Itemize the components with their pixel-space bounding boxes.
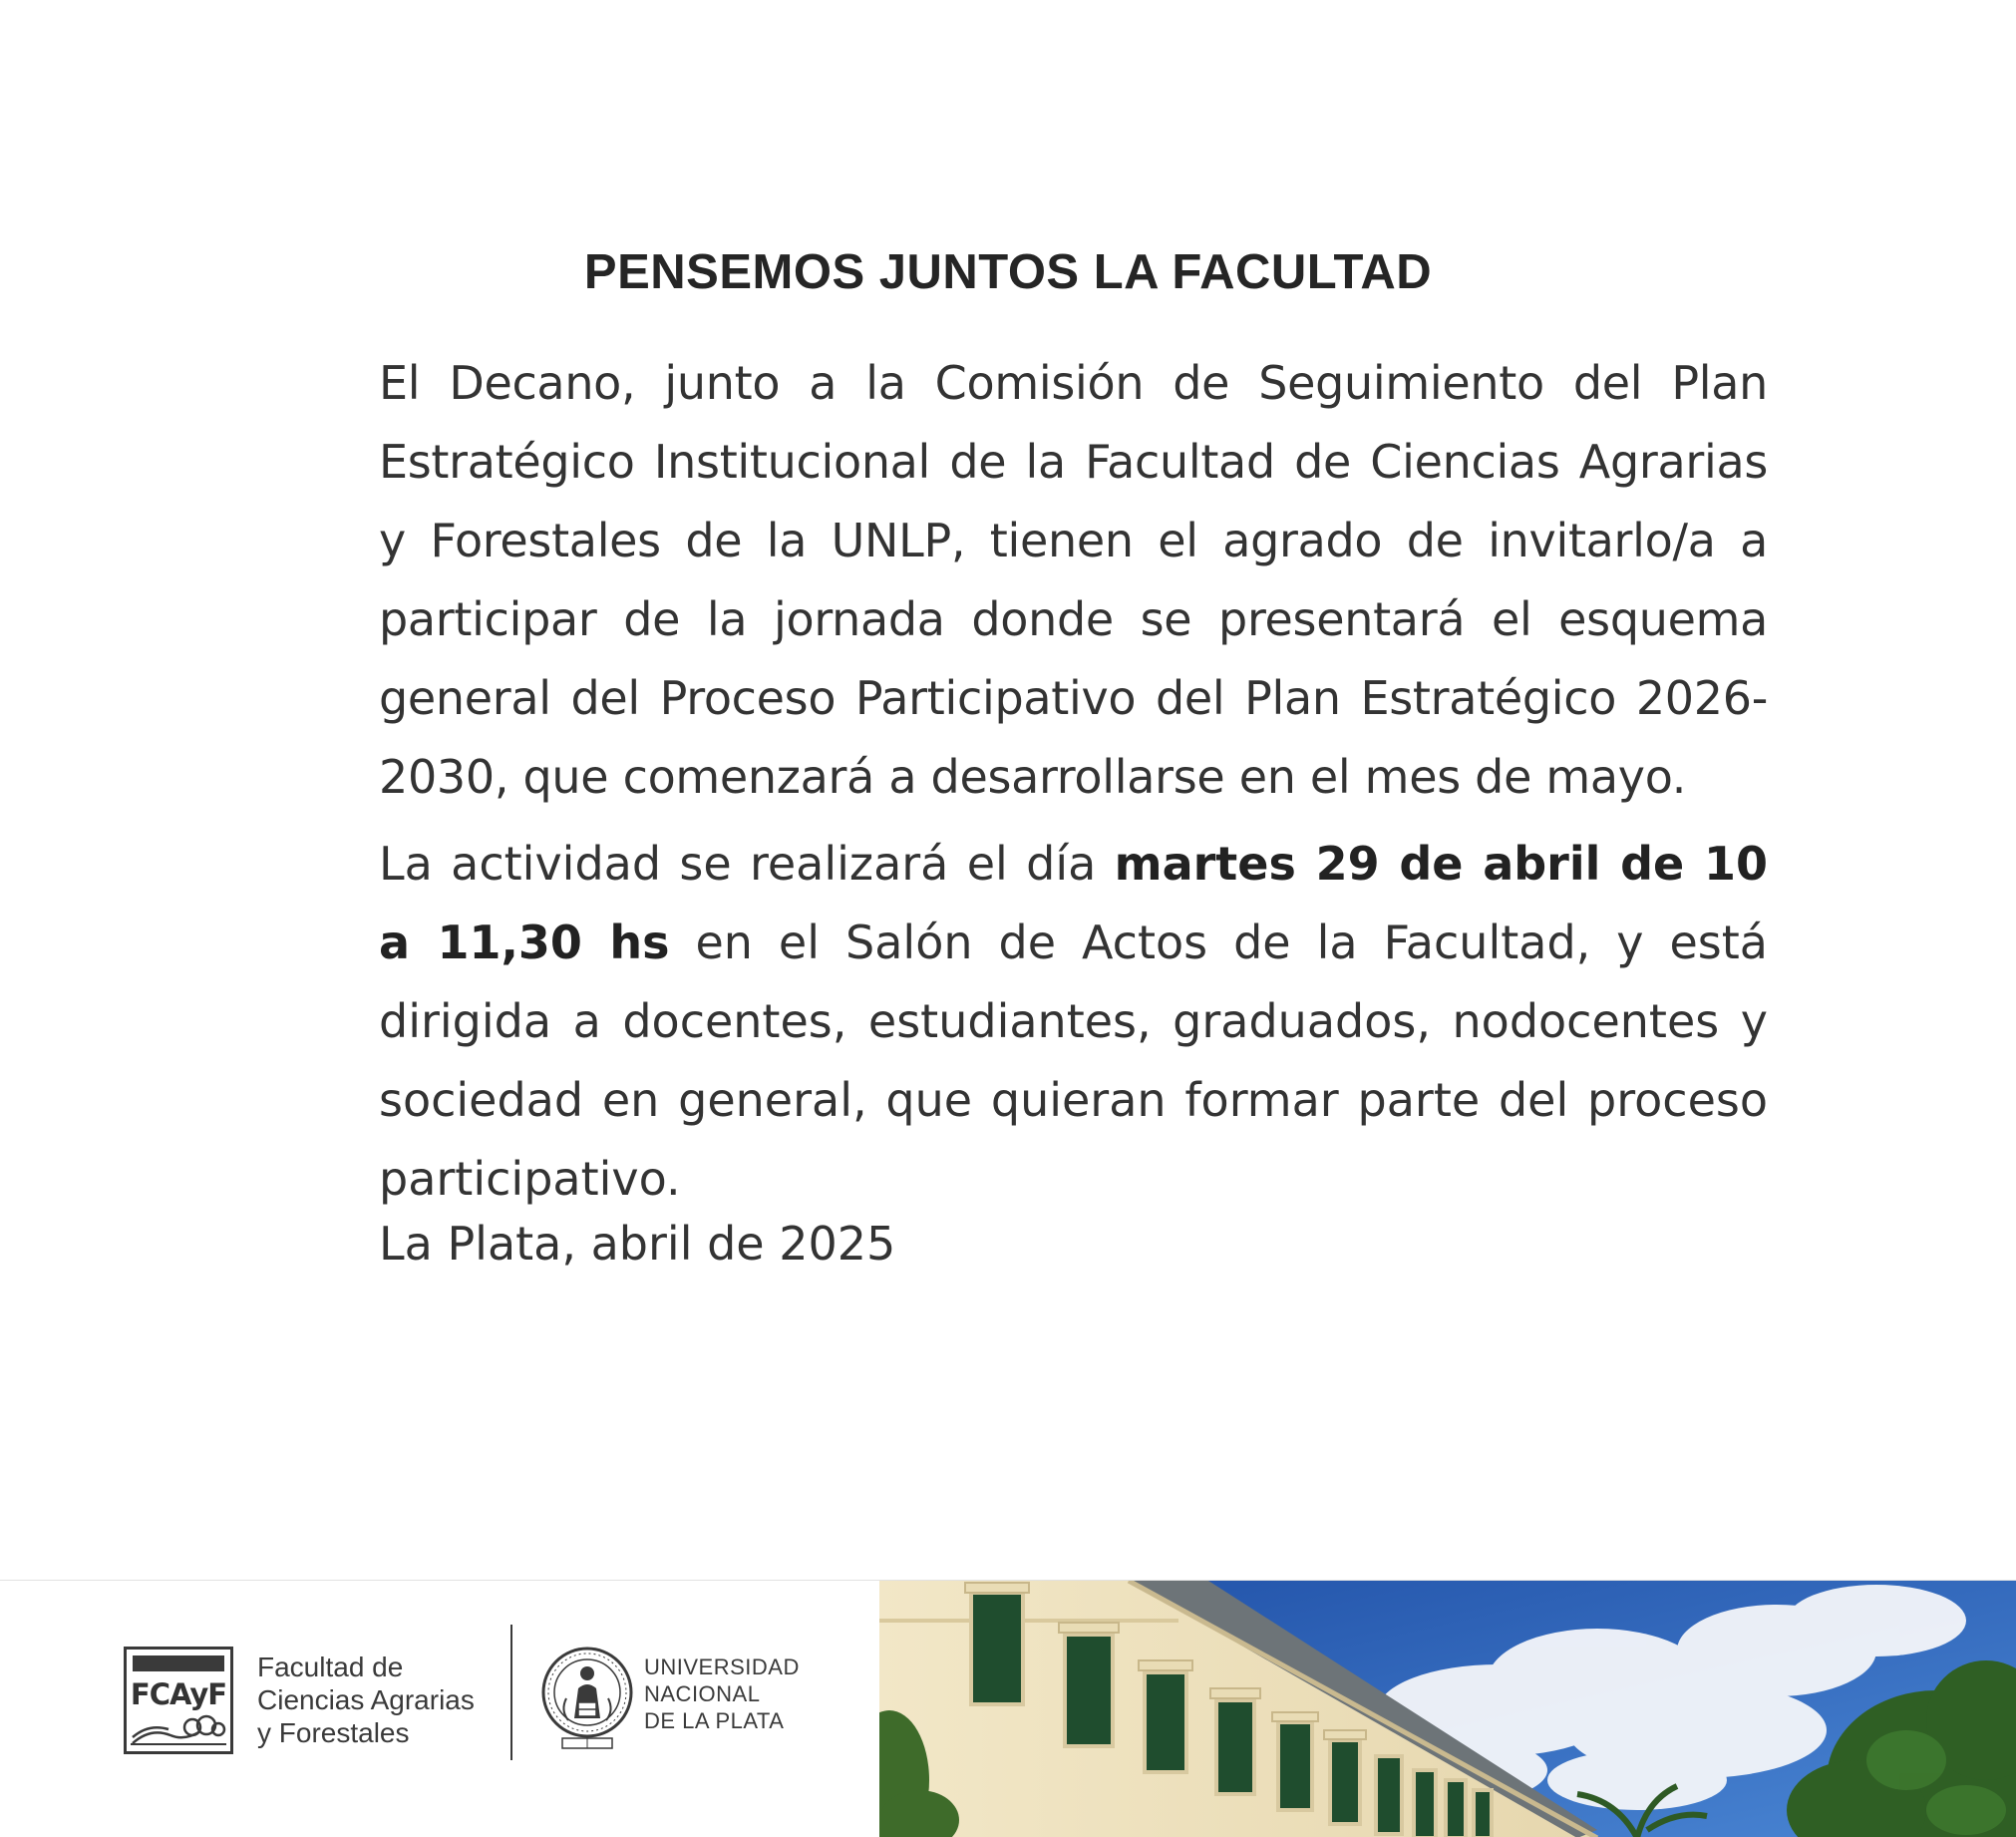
university-building-photo bbox=[879, 1581, 2016, 1837]
event-date-time: martes 29 de abril de 10 a 11,30 hs bbox=[379, 837, 1768, 969]
footer-band bbox=[0, 1580, 2016, 1837]
event-location-text: en el Salón de Actos de la Facultad, y está dirigida a docentes, estudiantes, graduados, nodocentes y sociedad en general, que quieran formar parte del proceso participativo. bbox=[379, 916, 1768, 1206]
logo-divider bbox=[510, 1625, 512, 1760]
fcayf-logo-bar bbox=[133, 1655, 224, 1671]
fcayf-name-line: Facultad de bbox=[257, 1652, 404, 1682]
unlp-name-line: UNIVERSIDAD bbox=[644, 1654, 800, 1679]
fcayf-name-line: y Forestales bbox=[257, 1717, 410, 1748]
event-details-paragraph bbox=[379, 825, 1768, 1219]
page-title: PENSEMOS JUNTOS LA FACULTAD bbox=[583, 245, 1433, 299]
unlp-name-line: DE LA PLATA bbox=[644, 1708, 785, 1733]
fcayf-name bbox=[257, 1651, 475, 1749]
place-date: La Plata, abril de 2025 bbox=[379, 1217, 896, 1271]
fcayf-logo-letters: FCAyF bbox=[130, 1677, 227, 1711]
building-facade-image bbox=[879, 1581, 2016, 1837]
fcayf-logo-icon bbox=[124, 1647, 233, 1754]
fcayf-name-line: Ciencias Agrarias bbox=[257, 1684, 475, 1715]
invitation-paragraph: El Decano, junto a la Comisión de Seguimiento del Plan Estratégico Institucional de la Facultad de Ciencias Agrarias y Forestales de la UNLP, tienen el agrado de invitarlo/a a participar de la jornada donde se presentará el esquema general del Proceso Participativo del Plan Estratégico 2026-2030, que comenzará a desarrollarse en el mes de mayo. bbox=[379, 356, 1768, 804]
logos-area bbox=[0, 1581, 879, 1837]
event-intro-text: La actividad se realizará el día bbox=[379, 837, 1115, 891]
unlp-name bbox=[644, 1653, 800, 1734]
unlp-name-line: NACIONAL bbox=[644, 1681, 761, 1706]
fcayf-fields-trees-icon bbox=[131, 1713, 226, 1745]
unlp-seal-icon bbox=[538, 1641, 636, 1750]
